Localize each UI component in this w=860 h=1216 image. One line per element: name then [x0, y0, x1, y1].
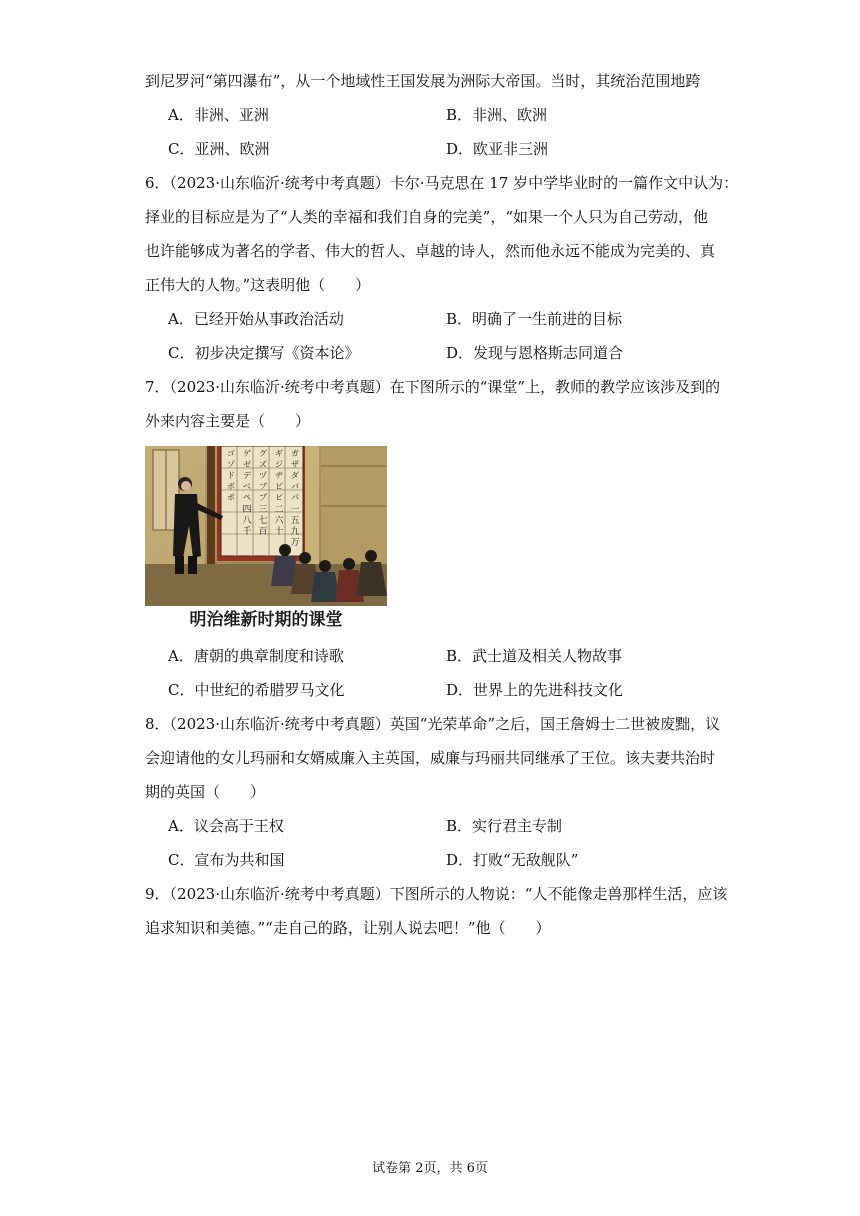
q9-stem-line-1: 9．（2023·山东临沂·统考中考真题）下图所示的人物说：“人不能像走兽那样生活，应该 — [145, 885, 728, 903]
chart-numeral-glyph: 百 — [258, 527, 268, 537]
chart-numeral-glyph: 千 — [242, 527, 252, 537]
q8-option-d: D．打败“无敌舰队” — [446, 851, 579, 869]
q6-option-d: D．发现与恩格斯志同道合 — [446, 344, 624, 362]
chart-kana-glyph: ザ — [291, 460, 299, 469]
q9-stem-line-2: 追求知识和美德。”“走自己的路，让别人说去吧！”他（ ） — [145, 919, 551, 937]
q6-stem-line-3: 也许能够成为著名的学者、伟大的哲人、卓越的诗人，然而他永远不能成为完美的、真 — [145, 242, 716, 260]
q5-option-b: B．非洲、欧洲 — [446, 106, 548, 124]
chart-kana-glyph: ブ — [259, 482, 267, 491]
q7-option-a: A．唐朝的典章制度和诗歌 — [168, 647, 344, 665]
chart-kana-glyph: ベ — [243, 482, 251, 491]
chart-numeral-glyph: 八 — [242, 516, 252, 526]
chart-numeral-glyph: 四 — [242, 505, 252, 515]
figure-caption: 明治维新时期的课堂 — [189, 610, 343, 630]
q8-option-a: A．议会高于王权 — [168, 817, 284, 835]
q8-stem-line-1: 8．（2023·山东临沂·统考中考真题）英国“光荣革命”之后，国王詹姆士二世被废黜，议 — [145, 715, 721, 733]
q7-stem-line-1: 7．（2023·山东临沂·统考中考真题）在下图所示的“课堂”上，教师的教学应该涉及到的 — [145, 378, 721, 396]
chart-numeral-glyph: 一 — [290, 505, 300, 515]
chart-kana-glyph: ヅ — [259, 471, 267, 480]
meiji-classroom-image — [145, 446, 387, 606]
q5-option-a: A．非洲、亚洲 — [168, 106, 269, 124]
chart-kana-glyph: ヂ — [275, 471, 283, 480]
chart-kana-glyph: ペ — [243, 493, 251, 502]
q8-option-c: C．宣布为共和国 — [168, 851, 285, 869]
q7-stem-line-2: 外来内容主要是（ ） — [145, 412, 311, 430]
chart-kana-glyph: グ — [259, 449, 267, 458]
chart-numeral-glyph: 三 — [258, 505, 268, 515]
q5-option-d: D．欧亚非三洲 — [446, 140, 549, 158]
chart-kana-glyph: プ — [259, 493, 267, 502]
q8-option-b: B．实行君主专制 — [446, 817, 563, 835]
chart-kana-glyph: ゾ — [227, 460, 235, 469]
chart-numeral-glyph: 六 — [274, 516, 284, 526]
q6-option-b: B．明确了一生前进的目标 — [446, 310, 623, 328]
chart-numeral-glyph: 十 — [274, 527, 284, 537]
chart-kana-glyph: ビ — [275, 482, 283, 491]
q6-stem-line-4: 正伟大的人物。”这表明他（ ） — [145, 276, 371, 294]
q6-stem-line-2: 择业的目标应是为了“人类的幸福和我们自身的完美”，“如果一个人只为自己劳动，他 — [145, 208, 709, 226]
chart-kana-glyph: ダ — [291, 471, 299, 480]
q6-option-c: C．初步决定撰写《资本论》 — [168, 344, 360, 362]
chart-kana-glyph: ガ — [291, 449, 299, 458]
chart-kana-glyph: ボ — [227, 482, 235, 491]
chart-kana-glyph: ポ — [227, 493, 235, 502]
q7-option-b: B．武士道及相关人物故事 — [446, 647, 623, 665]
q5-option-c: C．亚洲、欧洲 — [168, 140, 270, 158]
chart-kana-glyph: ゴ — [227, 449, 235, 458]
chart-numeral-glyph: 二 — [274, 505, 284, 515]
page-footer: 试卷第 2页，共 6页 — [372, 1161, 488, 1176]
chart-kana-glyph: ズ — [259, 460, 267, 469]
chart-kana-glyph: ジ — [275, 460, 283, 469]
chart-kana-glyph: ピ — [275, 493, 283, 502]
wall-pillar — [207, 446, 215, 571]
chart-kana-glyph: ド — [227, 471, 235, 480]
chart-numeral-glyph: 万 — [290, 538, 300, 548]
chart-numeral-glyph: 七 — [258, 516, 268, 526]
q8-stem-line-2: 会迎请他的女儿玛丽和女婿威廉入主英国，威廉与玛丽共同继承了王位。该夫妻共治时 — [145, 749, 716, 767]
chart-kana-glyph: パ — [291, 493, 299, 502]
q6-stem-line-1: 6．（2023·山东临沂·统考中考真题）卡尔·马克思在 17 岁中学毕业时的一篇作文中认为： — [145, 174, 739, 192]
chart-numeral-glyph: 九 — [290, 527, 300, 537]
chart-kana-glyph: ゲ — [243, 449, 251, 458]
chart-kana-glyph: デ — [243, 471, 251, 480]
q5-text-line: 到尼罗河“第四瀑布”，从一个地域性王国发展为洲际大帝国。当时，其统治范围地跨 — [145, 72, 701, 90]
q7-option-c: C．中世纪的希腊罗马文化 — [168, 681, 345, 699]
q6-option-a: A．已经开始从事政治活动 — [168, 310, 344, 328]
chart-kana-glyph: ギ — [275, 449, 283, 458]
q7-option-d: D．世界上的先进科技文化 — [446, 681, 624, 699]
chart-kana-glyph: ゼ — [243, 460, 251, 469]
chart-numeral-glyph: 五 — [290, 516, 300, 526]
chart-kana-glyph: バ — [291, 482, 299, 491]
q8-stem-line-3: 期的英国（ ） — [145, 783, 266, 801]
